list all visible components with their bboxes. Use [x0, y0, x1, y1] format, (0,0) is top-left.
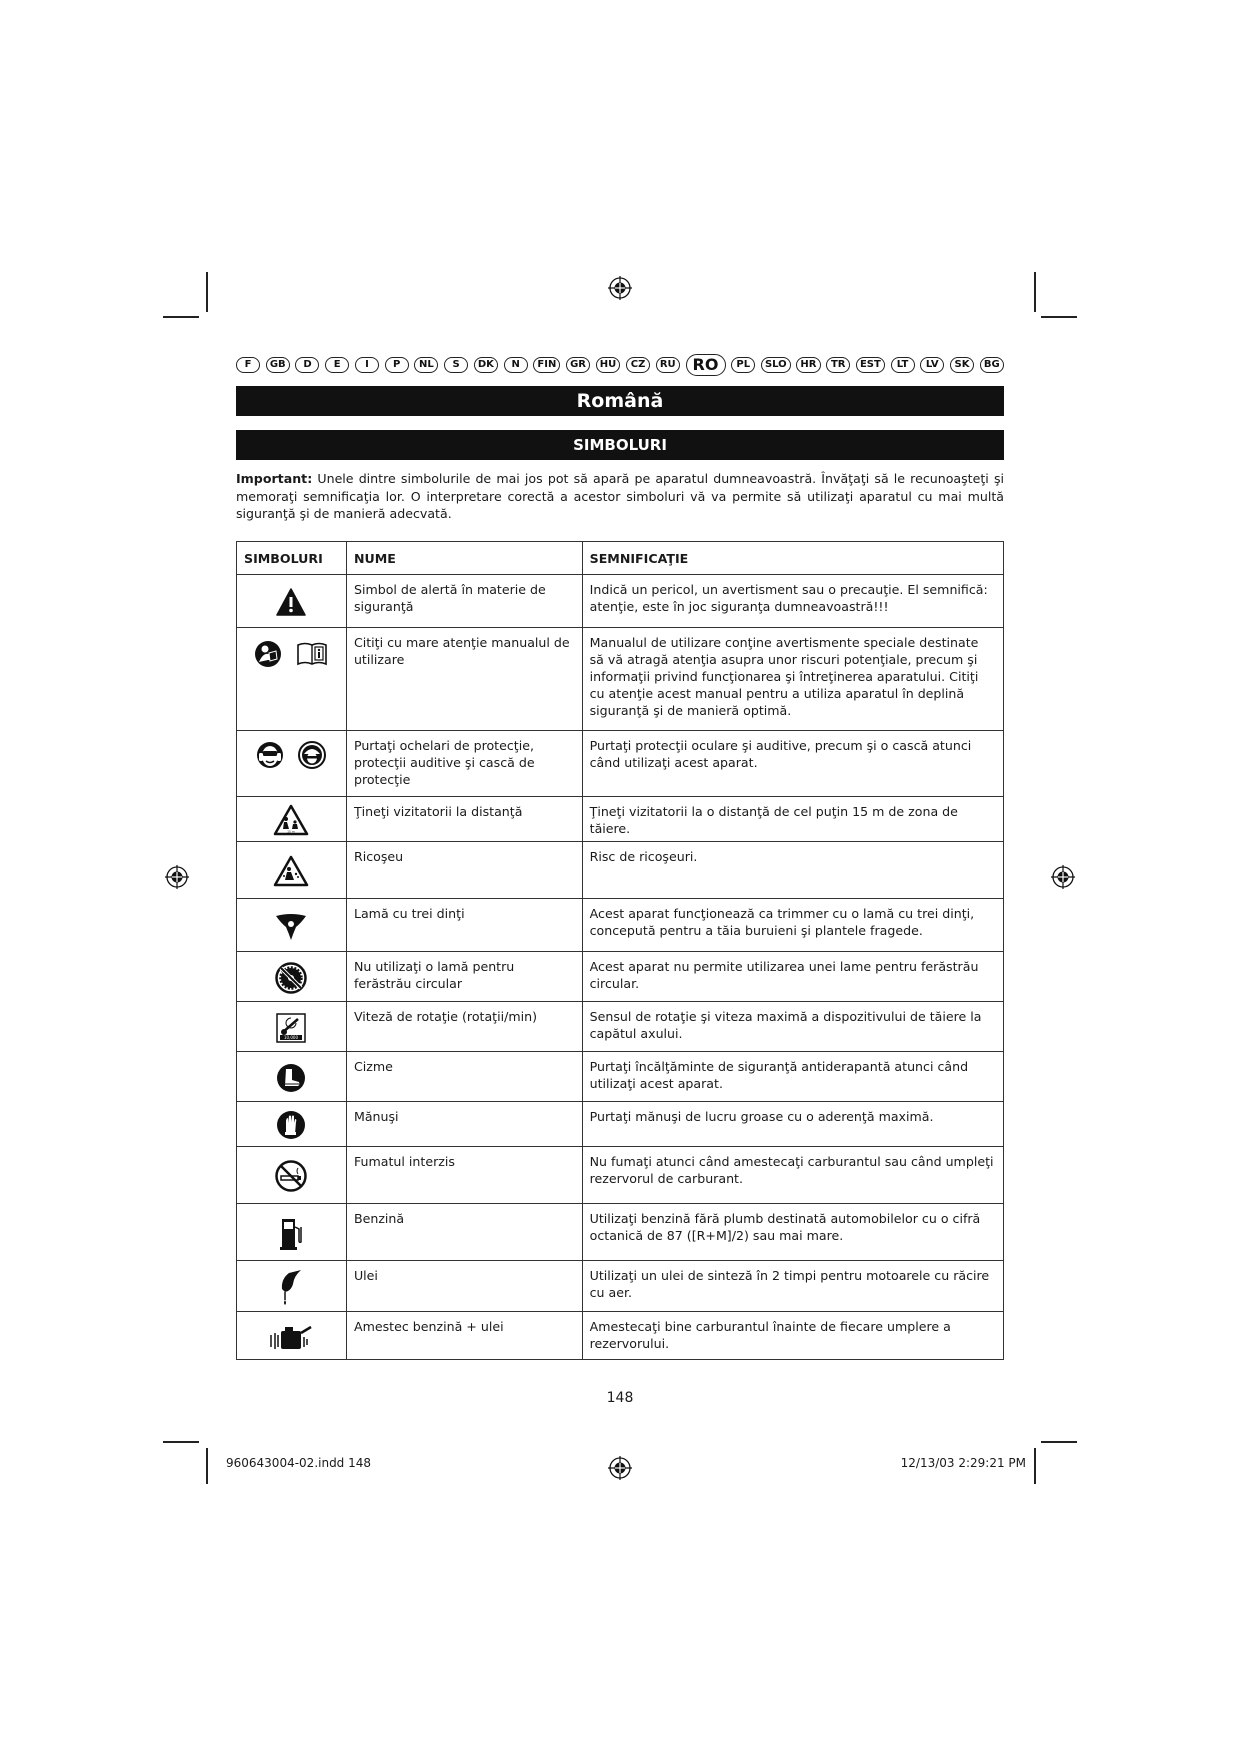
footer-timestamp: 12/13/03 2:29:21 PM: [900, 1456, 1026, 1470]
language-gb[interactable]: GB: [266, 357, 290, 373]
language-slo[interactable]: SLO: [761, 357, 791, 373]
symbol-meaning: Nu fumaţi atunci când amestecaţi carburantul sau când umpleţi rezervorul de carburant.: [582, 1147, 1003, 1204]
page-number: 148: [606, 1390, 634, 1406]
language-pl[interactable]: PL: [731, 357, 755, 373]
symbol-name: Amestec benzină + ulei: [346, 1312, 582, 1360]
symbol-name: Benzină: [346, 1204, 582, 1261]
helmet-icon: [298, 741, 326, 769]
language-i[interactable]: I: [355, 357, 379, 373]
symbol-cell: [237, 1002, 347, 1052]
symbol-name: Simbol de alertă în materie de siguranţă: [346, 575, 582, 628]
language-d[interactable]: D: [295, 357, 319, 373]
language-ru[interactable]: RU: [656, 357, 680, 373]
symbol-cell: [237, 952, 347, 1002]
symbol-name: Nu utilizaţi o lamă pentru ferăstrău circular: [346, 952, 582, 1002]
oil-drop-icon: [277, 1267, 305, 1307]
symbol-cell: [237, 797, 347, 842]
symbol-name: Purtaţi ochelari de protecţie, protecţii auditive şi cască de protecţie: [346, 731, 582, 797]
page-title: Română: [236, 386, 1004, 416]
crop-mark: [1041, 1441, 1077, 1443]
rotation-speed-icon: [276, 1013, 306, 1043]
fuel-can-icon: [268, 1323, 314, 1351]
table-row: [237, 952, 1004, 1002]
symbol-meaning: Indică un pericol, un avertisment sau o precauţie. El semnifică: atenţie, este în joc siguranţa dumneavoastră!!!: [582, 575, 1003, 628]
crop-mark: [1034, 272, 1036, 312]
svg-text:15 m: 15 m: [287, 829, 296, 834]
language-lv[interactable]: LV: [920, 357, 944, 373]
symbol-cell: [237, 1052, 347, 1102]
table-row: [237, 731, 1004, 797]
table-row: [237, 628, 1004, 731]
header-meaning: SEMNIFICAŢIE: [582, 542, 1003, 575]
symbol-meaning: Utilizaţi un ulei de sinteză în 2 timpi pentru motoarele cu răcire cu aer.: [582, 1261, 1003, 1312]
language-s[interactable]: S: [444, 357, 468, 373]
crop-mark: [1041, 316, 1077, 318]
warning-triangle-icon: [276, 588, 306, 616]
table-row: [237, 1261, 1004, 1312]
intro-label: Important:: [236, 471, 313, 486]
symbol-meaning: Risc de ricoşeuri.: [582, 842, 1003, 899]
symbol-name: Citiţi cu mare atenţie manualul de utilizare: [346, 628, 582, 731]
symbol-name: Ulei: [346, 1261, 582, 1312]
symbol-meaning: Acest aparat funcţionează ca trimmer cu o lamă cu trei dinţi, concepută pentru a tăia buruieni şi plantele fragede.: [582, 899, 1003, 952]
symbol-meaning: Amestecaţi bine carburantul înainte de fiecare umplere a rezervorului.: [582, 1312, 1003, 1360]
table-row: [237, 1052, 1004, 1102]
language-selector: [236, 354, 1004, 376]
gloves-icon: [276, 1110, 306, 1140]
symbol-name: Ricoşeu: [346, 842, 582, 899]
symbol-cell: [237, 1312, 347, 1360]
symbol-name: Mănuşi: [346, 1102, 582, 1147]
table-header-row: [237, 542, 1004, 575]
table-row: [237, 1312, 1004, 1360]
symbols-table: [236, 541, 1004, 1360]
language-n[interactable]: N: [504, 357, 528, 373]
language-gr[interactable]: GR: [566, 357, 590, 373]
keep-distance-icon: [273, 804, 309, 836]
language-est[interactable]: EST: [856, 357, 885, 373]
section-title: SIMBOLURI: [236, 430, 1004, 460]
registration-mark-icon: [608, 1456, 632, 1480]
symbol-cell: [237, 1261, 347, 1312]
language-ro[interactable]: RO: [686, 354, 726, 376]
table-row: [237, 899, 1004, 952]
symbol-name: Lamă cu trei dinţi: [346, 899, 582, 952]
symbol-meaning: Acest aparat nu permite utilizarea unei lame pentru ferăstrău circular.: [582, 952, 1003, 1002]
language-nl[interactable]: NL: [414, 357, 438, 373]
manual-book-icon: [296, 641, 328, 667]
no-smoking-icon: [275, 1160, 307, 1192]
svg-text:10,000: 10,000: [284, 1034, 299, 1040]
three-tooth-blade-icon: [274, 910, 308, 942]
language-fin[interactable]: FIN: [533, 357, 560, 373]
symbol-cell: [237, 1147, 347, 1204]
table-row: [237, 1204, 1004, 1261]
symbol-meaning: Ţineţi vizitatorii la o distanţă de cel puţin 15 m de zona de tăiere.: [582, 797, 1003, 842]
symbol-meaning: Sensul de rotaţie şi viteza maximă a dispozitivului de tăiere la capătul axului.: [582, 1002, 1003, 1052]
read-manual-icon: [254, 640, 282, 668]
language-tr[interactable]: TR: [826, 357, 850, 373]
language-bg[interactable]: BG: [980, 357, 1004, 373]
fuel-pump-icon: [278, 1215, 304, 1251]
symbol-name: Ţineţi vizitatorii la distanţă: [346, 797, 582, 842]
symbol-cell: [237, 731, 347, 797]
language-f[interactable]: F: [236, 357, 260, 373]
intro-paragraph: [236, 470, 1004, 523]
ricochet-icon: [273, 855, 309, 887]
crop-mark: [163, 1441, 199, 1443]
symbol-name: Viteză de rotaţie (rotaţii/min): [346, 1002, 582, 1052]
table-row: [237, 797, 1004, 842]
registration-mark-icon: [608, 276, 632, 300]
symbol-cell: [237, 899, 347, 952]
table-row: [237, 575, 1004, 628]
registration-mark-icon: [1051, 865, 1075, 889]
crop-mark: [163, 316, 199, 318]
symbol-meaning: Purtaţi mănuşi de lucru groase cu o aderenţă maximă.: [582, 1102, 1003, 1147]
symbol-meaning: Utilizaţi benzină fără plumb destinată automobilelor cu o cifră octanică de 87 ([R+M]/2) sau mai mare.: [582, 1204, 1003, 1261]
symbol-cell: [237, 575, 347, 628]
symbol-cell: [237, 842, 347, 899]
table-row: [237, 1102, 1004, 1147]
language-e[interactable]: E: [325, 357, 349, 373]
table-row: [237, 842, 1004, 899]
symbol-cell: [237, 1204, 347, 1261]
language-sk[interactable]: SK: [950, 357, 974, 373]
table-row: [237, 1002, 1004, 1052]
language-dk[interactable]: DK: [474, 357, 498, 373]
symbol-meaning: Manualul de utilizare conţine avertismente speciale destinate să vă atragă atenţia asupra unor riscuri potenţiale, precum şi informaţii privind funcţionarea şi întreţinerea aparatului. Citiţi cu atenţie acest manual pentru a utiliza aparatul în deplină siguranţă şi de manieră optimă.: [582, 628, 1003, 731]
intro-text: Unele dintre simbolurile de mai jos pot să apară pe aparatul dumneavoastră. Învăţaţi să le recunoaşteţi şi memoraţi semnificaţia lor. O interpretare corectă a acestor simboluri vă va permite să utilizaţi aparatul cu mai multă siguranţă şi de manieră adecvată.: [236, 471, 1004, 521]
goggles-earmuffs-icon: [256, 741, 284, 769]
crop-mark: [1034, 1448, 1036, 1484]
table-row: [237, 1147, 1004, 1204]
language-hr[interactable]: HR: [796, 357, 820, 373]
header-name: NUME: [346, 542, 582, 575]
crop-mark: [206, 1448, 208, 1484]
symbol-name: Fumatul interzis: [346, 1147, 582, 1204]
header-symbols: SIMBOLURI: [237, 542, 347, 575]
footer-file: 960643004-02.indd 148: [226, 1456, 372, 1470]
symbol-cell: [237, 1102, 347, 1147]
crop-mark: [206, 272, 208, 312]
registration-mark-icon: [165, 865, 189, 889]
language-p[interactable]: P: [385, 357, 409, 373]
language-lt[interactable]: LT: [891, 357, 915, 373]
symbol-cell: [237, 628, 347, 731]
language-hu[interactable]: HU: [596, 357, 621, 373]
language-cz[interactable]: CZ: [626, 357, 650, 373]
symbol-meaning: Purtaţi încălţăminte de siguranţă antiderapantă atunci când utilizaţi acest aparat.: [582, 1052, 1003, 1102]
boots-icon: [276, 1063, 306, 1093]
symbol-meaning: Purtaţi protecţii oculare şi auditive, precum şi o cască atunci când utilizaţi acest aparat.: [582, 731, 1003, 797]
no-saw-blade-icon: [275, 962, 307, 994]
symbol-name: Cizme: [346, 1052, 582, 1102]
